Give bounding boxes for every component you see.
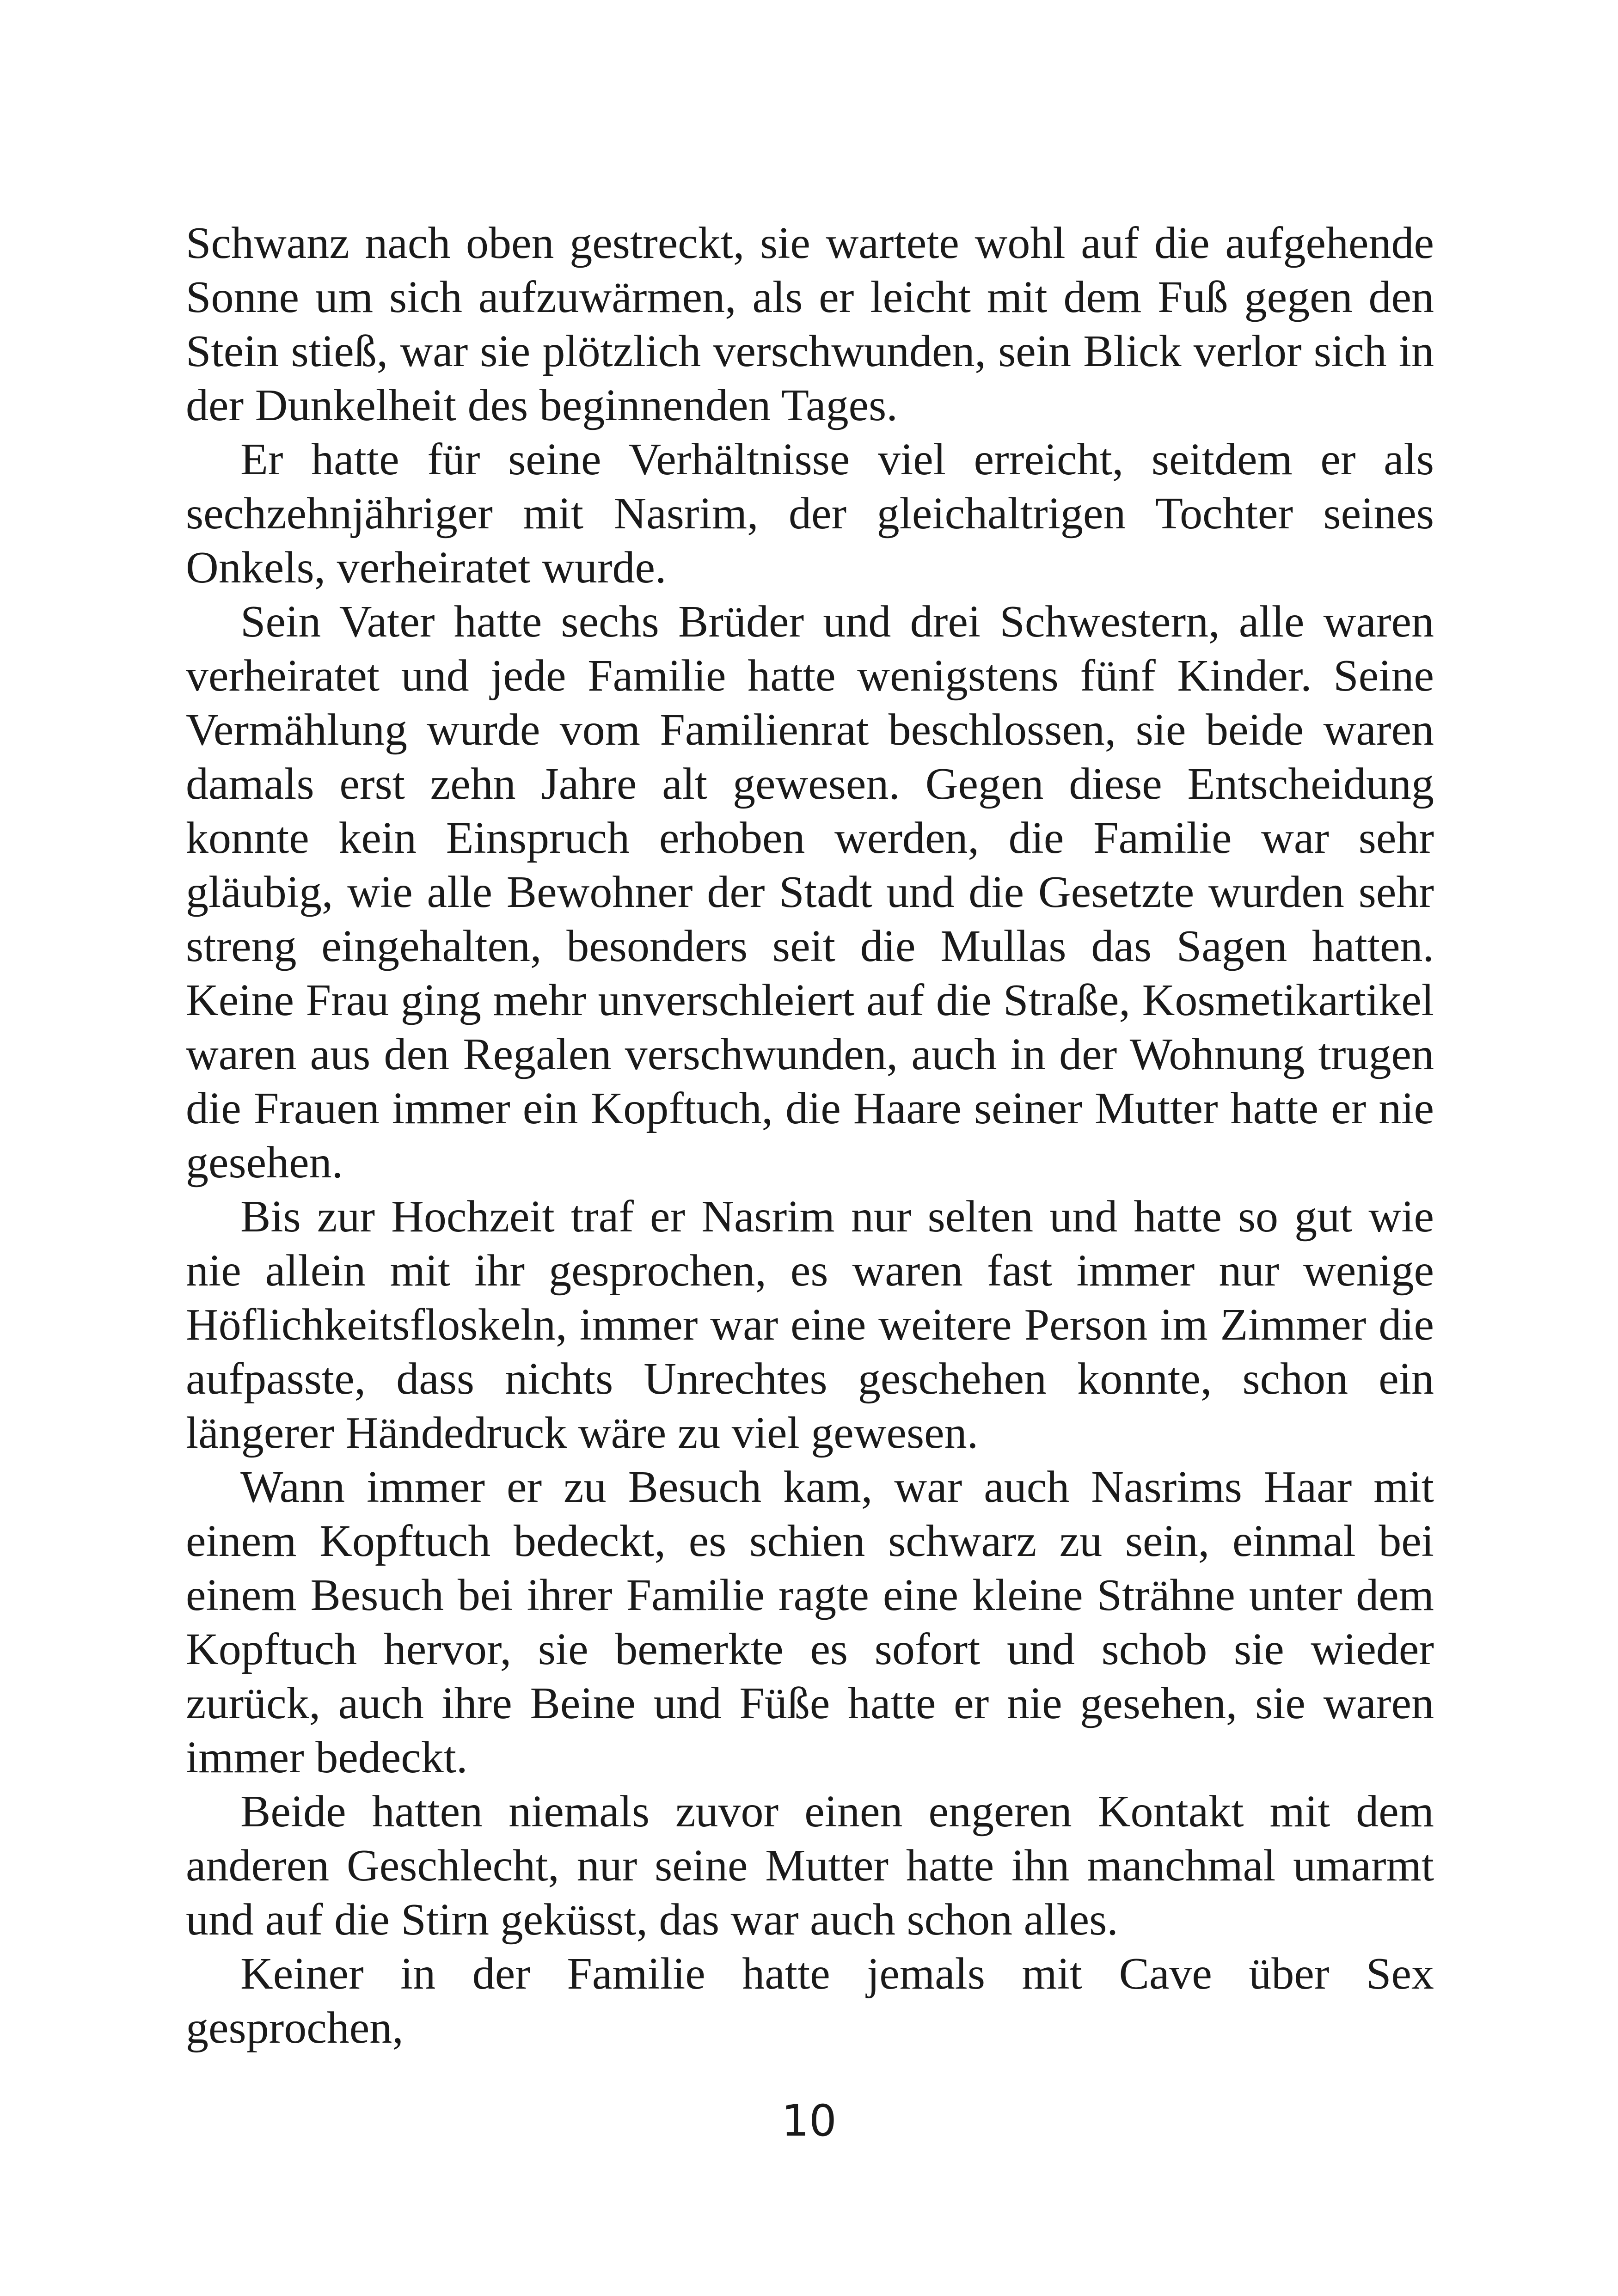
paragraph-1: Schwanz nach oben gestreckt, sie wartete wohl auf die aufgehende Sonne um sich aufzuwärmen, als er leicht mit dem Fuß gegen den Stein stieß, war sie plötzlich verschwunden, sein Blick verlor sich in der Dunkelheit des beginnenden Tages. — [186, 218, 1434, 430]
paragraph-4: Bis zur Hochzeit traf er Nasrim nur selten und hatte so gut wie nie allein mit ihr gesprochen, es waren fast immer nur wenige Höflichkeitsfloskeln, immer war eine weitere Person im Zimmer die aufpasste, dass nichts Unrechtes geschehen konnte, schon ein längerer Händedruck wäre zu viel gewesen. — [186, 1192, 1434, 1458]
paragraph-6: Beide hatten niemals zuvor einen engeren Kontakt mit dem anderen Geschlecht, nur seine Mutter hatte ihn manchmal umarmt und auf die Stirn geküsst, das war auch schon alles. — [186, 1787, 1434, 1945]
paragraph-2: Er hatte für seine Verhältnisse viel erreicht, seitdem er als sechzehnjähriger mit Nasrim, der gleichaltrigen Tochter seines Onkels, verheiratet wurde. — [186, 435, 1434, 593]
paragraph-7: Keiner in der Familie hatte jemals mit Cave über Sex gesprochen, — [186, 1949, 1434, 2053]
body-text — [186, 216, 1434, 2055]
page-number: 10 — [781, 2096, 837, 2146]
paragraph-3: Sein Vater hatte sechs Brüder und drei Schwestern, alle waren verheiratet und jede Familie hatte wenigstens fünf Kinder. Seine Vermählung wurde vom Familienrat beschlossen, sie beide waren damals erst zehn Jahre alt gewesen. Gegen diese Entscheidung konnte kein Einspruch erhoben werden, die Familie war sehr gläubig, wie alle Bewohner der Stadt und die Gesetzte wurden sehr streng eingehalten, besonders seit die Mullas das Sagen hatten. Keine Frau ging mehr unverschleiert auf die Straße, Kosmetikartikel waren aus den Regalen verschwunden, auch in der Wohnung trugen die Frauen immer ein Kopftuch, die Haare seiner Mutter hatte er nie gesehen. — [186, 597, 1434, 1188]
paragraph-5: Wann immer er zu Besuch kam, war auch Nasrims Haar mit einem Kopftuch bedeckt, es schien schwarz zu sein, einmal bei einem Besuch bei ihrer Familie ragte eine kleine Strähne unter dem Kopftuch hervor, sie bemerkte es sofort und schob sie wieder zurück, auch ihre Beine und Füße hatte er nie gesehen, sie waren immer bedeckt. — [186, 1462, 1434, 1782]
